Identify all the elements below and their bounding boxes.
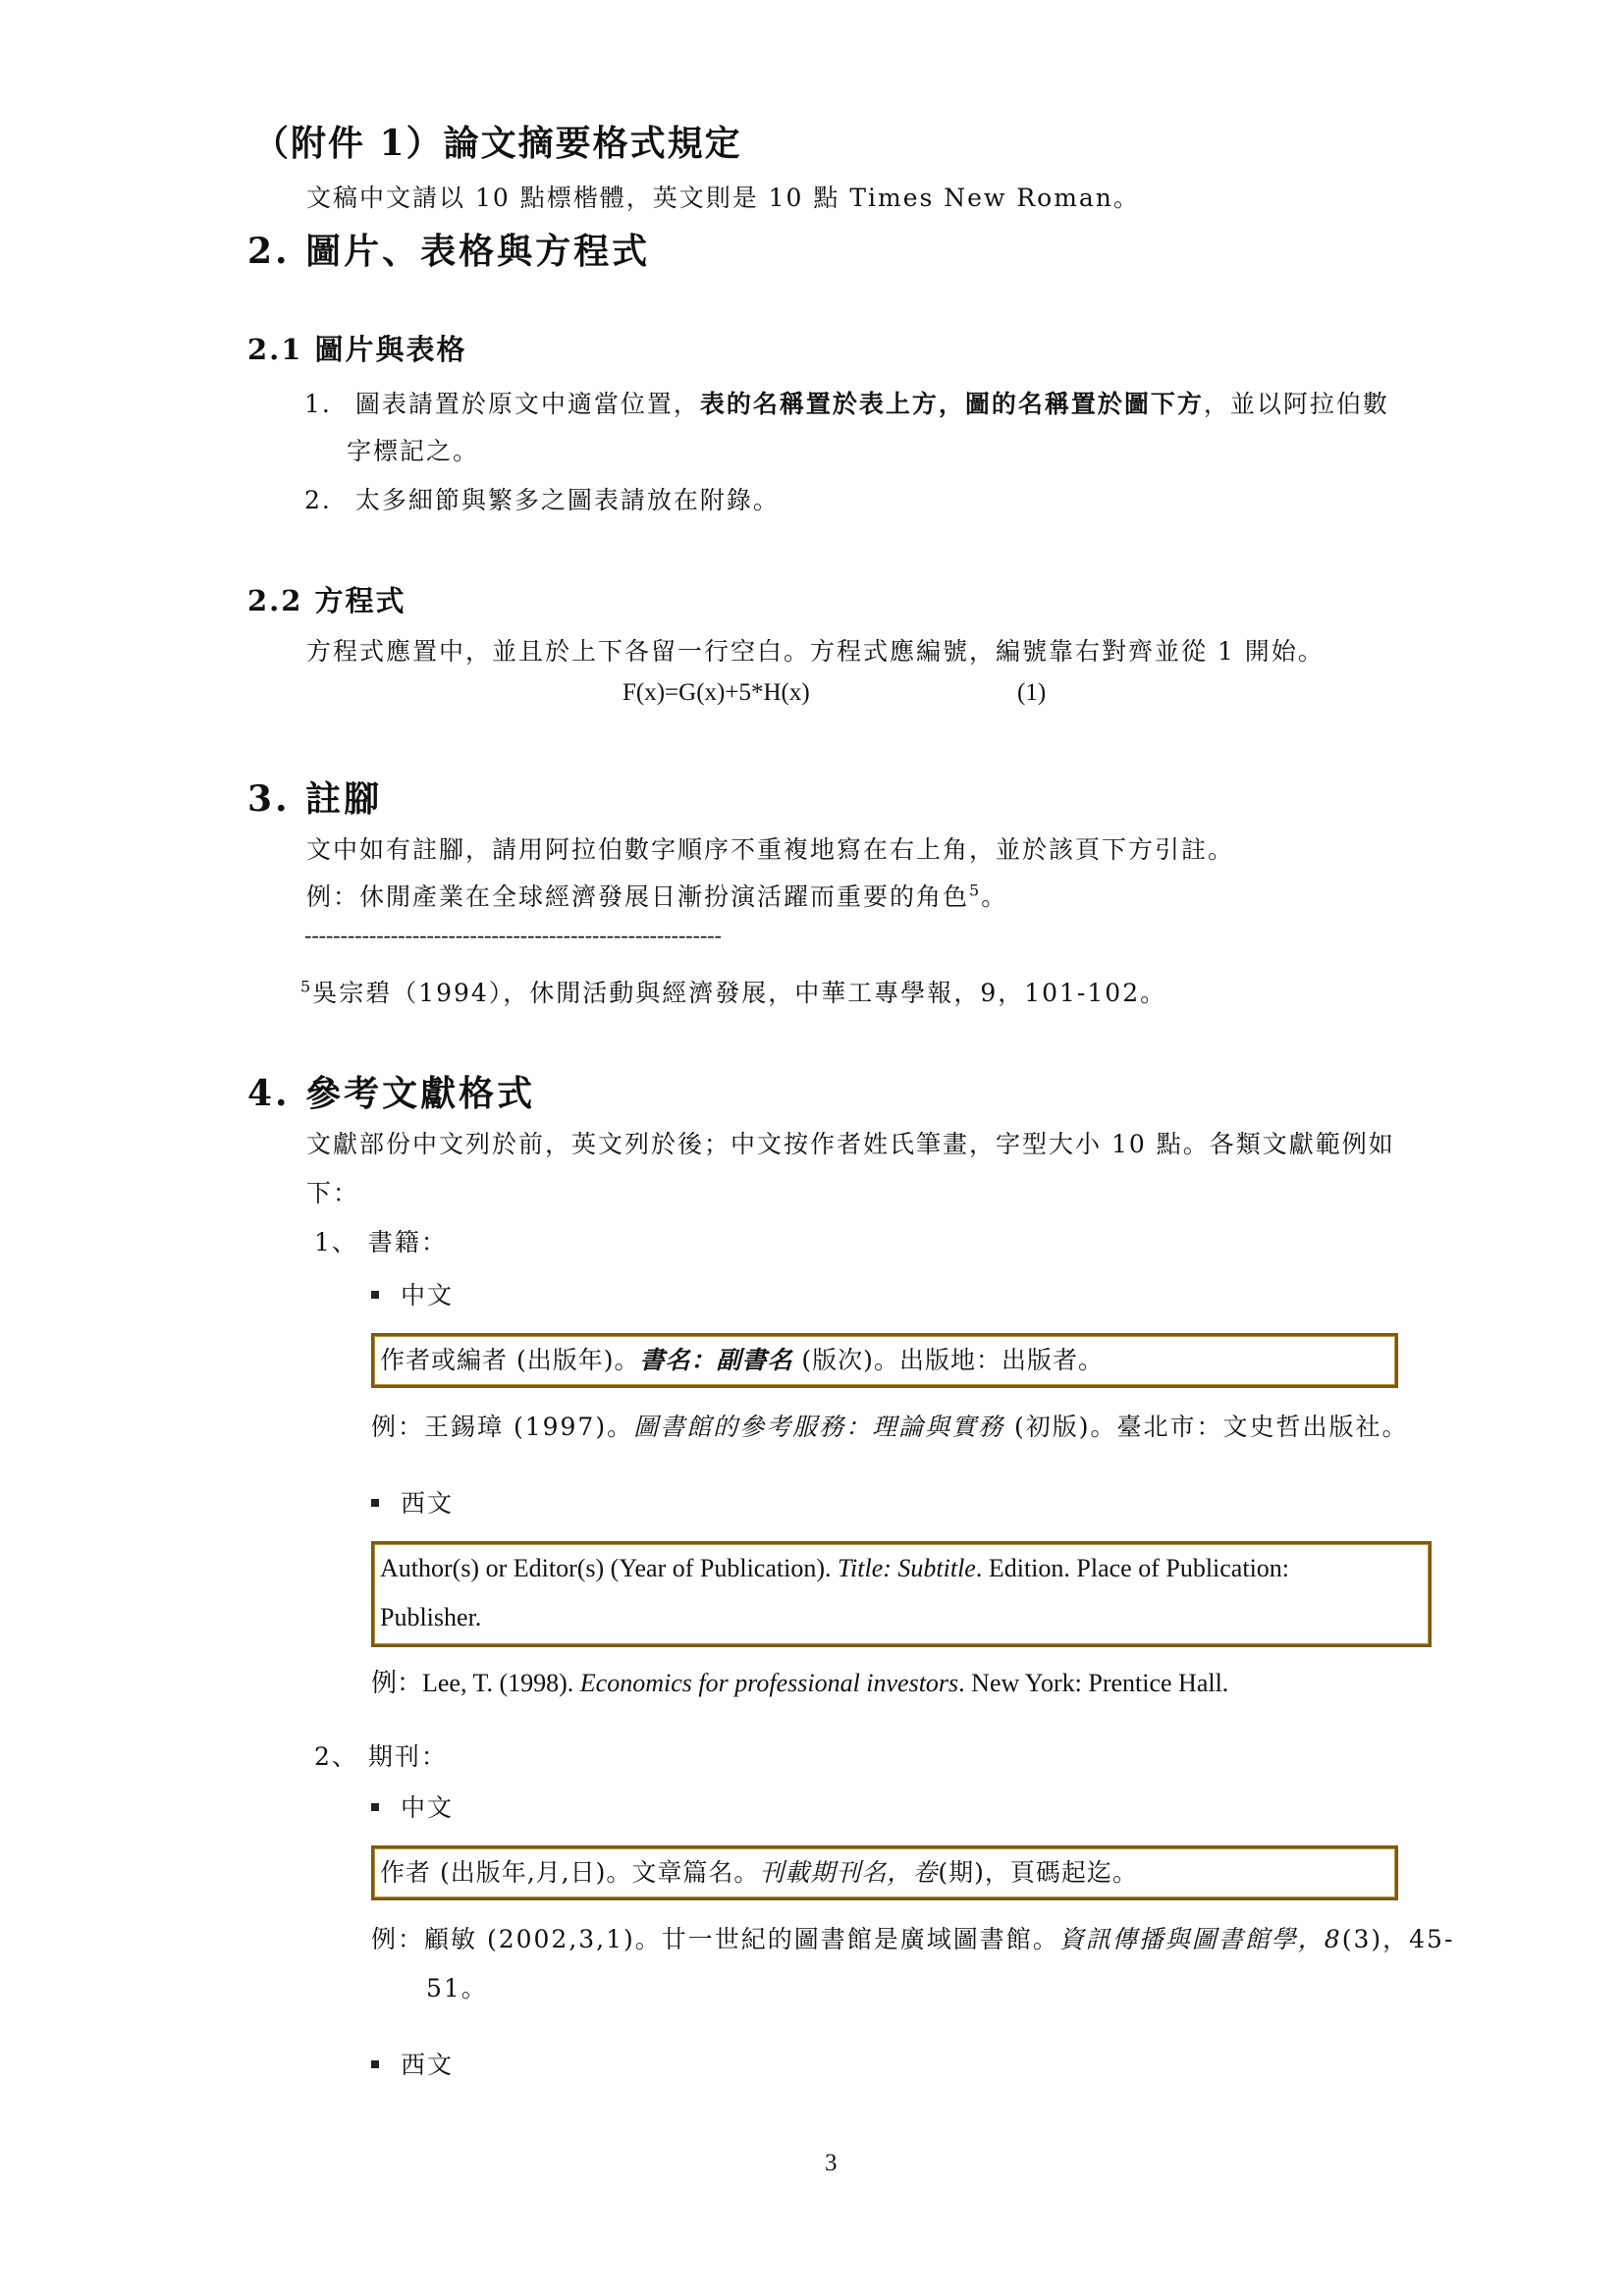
example-title: Economics for professional investors: [579, 1669, 959, 1697]
list-number: 1.: [304, 390, 332, 418]
footnote-marker: 5: [300, 977, 313, 996]
format-line-2: Publisher.: [380, 1603, 482, 1631]
example-text: 例：顧敏 (2002,3,1)。廿一世紀的圖書館是廣域圖書館。: [371, 1925, 1059, 1953]
section-3-title: 3. 註腳: [247, 778, 383, 820]
books-western-format-box: [371, 1541, 1432, 1647]
journals-label: 2、 期刊：: [314, 1742, 448, 1771]
annex-title: （附件 1）論文摘要格式規定: [253, 123, 742, 164]
section-4-title: 4. 參考文獻格式: [247, 1073, 536, 1114]
books-western-example: [371, 1663, 1228, 1699]
books-chinese-example: [371, 1408, 1409, 1443]
example-title: 圖書館的參考服務：理論與實務: [633, 1413, 1005, 1441]
section-2-2-title: 2.2 方程式: [247, 584, 406, 617]
example-text-end: . New York: Prentice Hall.: [958, 1669, 1229, 1697]
figure-rule-1: [304, 385, 1389, 420]
format-text-end: (期)，頁碼起迄。: [938, 1858, 1138, 1887]
example-text: 例：休閒產業在全球經濟發展日漸扮演活躍而重要的角色: [306, 882, 970, 911]
equation-number: (1): [1017, 679, 1047, 706]
example-text-end: (3)，45-: [1341, 1925, 1455, 1953]
books-western-label: 西文: [371, 1484, 454, 1520]
example-journal: 資訊傳播與圖書館學，8: [1058, 1925, 1342, 1953]
references-intro-continued: 下：: [306, 1179, 360, 1207]
section-2-title: 2. 圖片、表格與方程式: [247, 231, 651, 272]
example-text: 例：Lee, T. (1998).: [371, 1669, 580, 1697]
format-line-1: Author(s) or Editor(s) (Year of Publication). Title: Subtitle. Edition. Place of Publication:: [380, 1554, 1290, 1582]
annex-note: 文稿中文請以 10 點標楷體，英文則是 10 點 Times New Roman。: [306, 184, 1140, 212]
rule-emphasis: 表的名稱置於表上方，圖的名稱置於圖下方: [699, 390, 1204, 418]
journals-chinese-label: 中文: [371, 1789, 454, 1824]
format-text-end: (版次)。出版地：出版者。: [792, 1346, 1104, 1374]
format-text: 作者或編者 (出版年)。: [380, 1346, 640, 1374]
footnote-marker: 5: [969, 881, 982, 900]
books-label: 1、 書籍：: [314, 1228, 448, 1256]
references-intro: 文獻部份中文列於前，英文列於後；中文按作者姓氏筆畫，字型大小 10 點。各類文獻範例如: [306, 1130, 1395, 1158]
footnote-citation: 吳宗碧（1994），休閒活動與經濟發展，中華工專學報，9，101-102。: [312, 979, 1167, 1007]
format-title: Title: Subtitle: [838, 1554, 976, 1582]
books-chinese-label: 中文: [371, 1276, 454, 1311]
books-chinese-format-box: [371, 1333, 1398, 1388]
list-number: 2.: [304, 486, 332, 514]
example-end: 。: [981, 882, 1008, 911]
equation-rule: 方程式應置中，並且於上下各留一行空白。方程式應編號，編號靠右對齊並從 1 開始。: [306, 637, 1325, 666]
page-number: 3: [825, 2150, 838, 2176]
footnote-divider: ----------------------------------------------------------: [304, 923, 722, 947]
format-journal: 刊載期刊名，卷: [759, 1858, 939, 1887]
footnote-example: [306, 878, 1007, 913]
figure-rule-1-continued: 字標記之。: [347, 437, 480, 465]
journals-chinese-example: [371, 1920, 1454, 1955]
example-text-end: (初版)。臺北市：文史哲出版社。: [1004, 1413, 1409, 1441]
figure-rule-2: [304, 481, 780, 516]
footnote-rule: 文中如有註腳，請用阿拉伯數字順序不重複地寫在右上角，並於該頁下方引註。: [306, 835, 1235, 864]
rule-text-end: ，並以阿拉伯數: [1203, 390, 1389, 418]
format-text: 作者 (出版年,月,日)。文章篇名。: [380, 1858, 760, 1887]
footnote-text: [300, 974, 1166, 1009]
journals-chinese-format-box: [371, 1845, 1398, 1900]
journals-chinese-example-continued: 51。: [426, 1974, 488, 2002]
journals-western-label: 西文: [371, 2046, 454, 2081]
rule-text: 太多細節與繁多之圖表請放在附錄。: [354, 486, 780, 514]
example-text: 例：王錫璋 (1997)。: [371, 1413, 634, 1441]
format-title: 書名：副書名: [639, 1346, 793, 1374]
section-2-1-title: 2.1 圖片與表格: [247, 333, 467, 366]
equation: F(x)=G(x)+5*H(x): [623, 679, 810, 706]
rule-text: 圖表請置於原文中適當位置，: [354, 390, 700, 418]
